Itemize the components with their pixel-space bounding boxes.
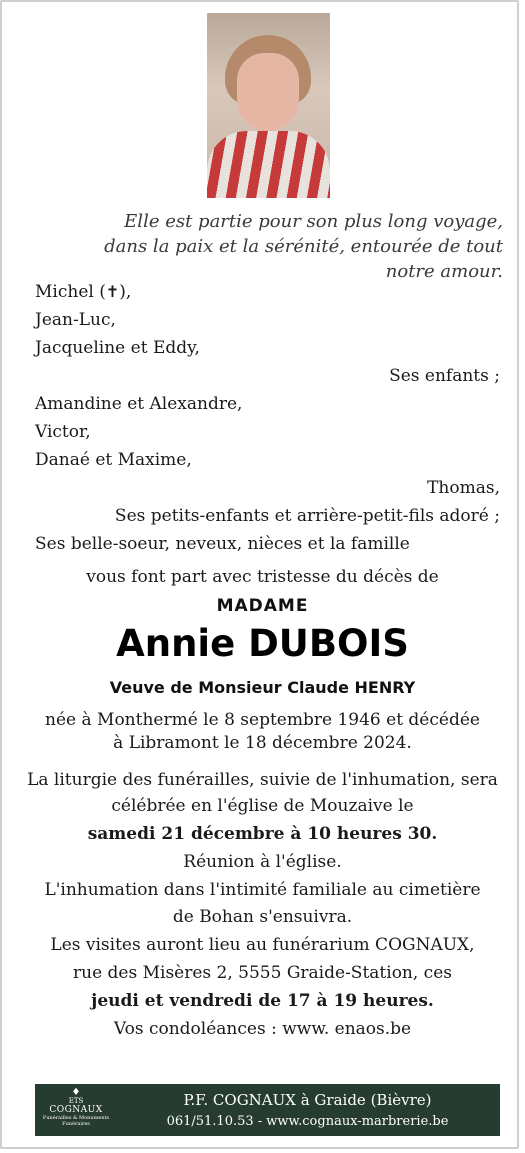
- great-grandchild: Thomas,: [427, 478, 500, 498]
- child-1: Michel (✝),: [35, 282, 132, 302]
- other-family: Ses belle-soeur, neveux, nièces et la famille: [35, 534, 410, 554]
- deceased-name: Annie DUBOIS: [116, 622, 409, 665]
- funeral-line-2: célébrée en l'église de Mouzaive le: [111, 796, 414, 816]
- children-label: Ses enfants ;: [389, 366, 500, 386]
- funeral-home-name: P.F. COGNAUX à Graide (Bièvre): [183, 1091, 432, 1109]
- announcement: vous font part avec tristesse du décès de: [86, 567, 439, 587]
- cross-icon: ✝: [105, 282, 120, 301]
- condolences-line: Vos condoléances : www. enaos.be: [113, 1019, 412, 1039]
- grandchild-3: Danaé et Maxime,: [35, 450, 192, 470]
- grandchild-1: Amandine et Alexandre,: [35, 394, 243, 414]
- widow-line: Veuve de Monsieur Claude HENRY: [109, 678, 416, 697]
- funeral-home-banner: [35, 1084, 500, 1136]
- funeral-line-1: La liturgie des funérailles, suivie de l'inhumation, sera: [27, 770, 498, 790]
- title-madame: MADAME: [216, 596, 309, 616]
- birth-line-1: née à Monthermé le 8 septembre 1946 et décédée: [45, 710, 480, 730]
- child-2: Jean-Luc,: [35, 310, 116, 330]
- funeral-line-3: Réunion à l'église.: [183, 852, 342, 872]
- visit-hours: jeudi et vendredi de 17 à 19 heures.: [91, 991, 434, 1011]
- portrait-photo: [207, 13, 330, 198]
- funeral-line-7: rue des Misères 2, 5555 Graide-Station, ces: [73, 963, 452, 983]
- funeral-date: samedi 21 décembre à 10 heures 30.: [87, 824, 438, 844]
- funeral-home-contact: 061/51.10.53 - www.cognaux-marbrerie.be: [166, 1114, 449, 1129]
- funeral-line-6: Les visites auront lieu au funérarium COGNAUX,: [50, 935, 475, 955]
- grandchildren-label: Ses petits-enfants et arrière-petit-fils adoré ;: [114, 506, 500, 526]
- quote-text: Elle est partie pour son plus long voyage, dans la paix et la sérénité, entourée de tout notre amour.: [104, 211, 503, 282]
- cognaux-logo: ♦ ETS COGNAUX Funérailles & Monuments Funéraires: [42, 1087, 110, 1127]
- child-3: Jacqueline et Eddy,: [35, 338, 200, 358]
- birth-line-2: à Libramont le 18 décembre 2024.: [113, 733, 412, 753]
- flame-icon: ♦: [71, 1087, 81, 1098]
- grandchild-2: Victor,: [35, 422, 91, 442]
- funeral-line-5: de Bohan s'ensuivra.: [172, 907, 353, 927]
- funeral-line-4: L'inhumation dans l'intimité familiale au cimetière: [44, 880, 481, 900]
